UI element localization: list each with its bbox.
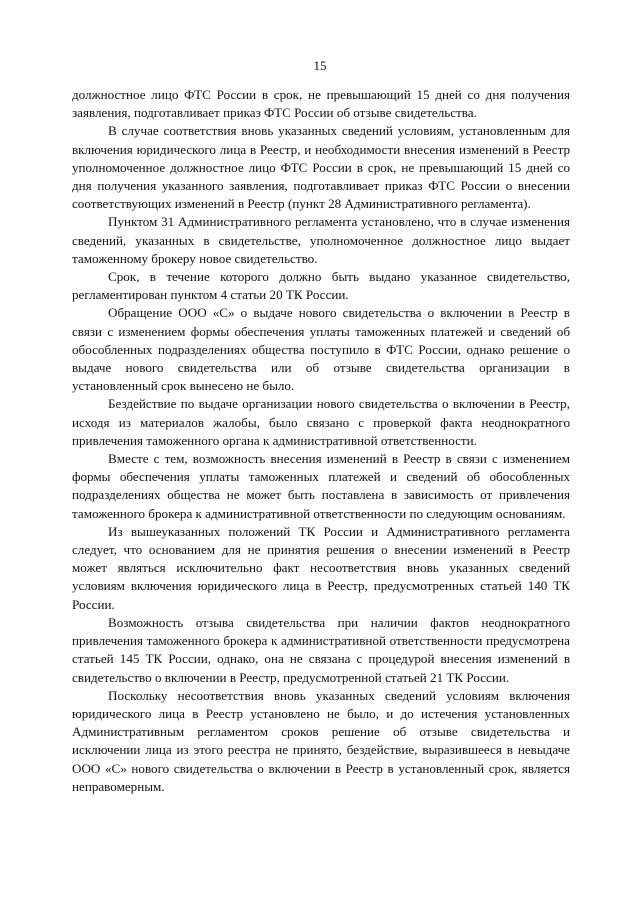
paragraph: Поскольку несоответствия вновь указанных сведений условиям включения юридического лица в Реестр установлено не было, и до истечения установленных Административным регламентом сроков решение об отзыве свидетельства и исключении лица из этого реестра не принято, бездействие, выразившееся в невыдаче ООО «С» нового свидетельства о включении в Реестр в установленный срок, является неправомерным. <box>72 687 570 794</box>
paragraph: Вместе с тем, возможность внесения изменений в Реестр в связи с изменением формы обеспечения уплаты таможенных платежей и сведений об обособленных подразделениях общества не может быть поставлена в зависимость от привлечения таможенного брокера к административной ответственности по следующим основаниям. <box>72 451 570 521</box>
paragraph: Бездействие по выдаче организации нового свидетельства о включении в Реестр, исходя из материалов жалобы, было связано с проверкой факта неоднократного привлечения таможенного органа к административной ответственности. <box>72 396 570 448</box>
page-number: 15 <box>313 58 327 73</box>
paragraph: Срок, в течение которого должно быть выдано указанное свидетельство, регламентирован пунктом 4 статьи 20 ТК России. <box>72 269 570 303</box>
document-body <box>72 86 570 796</box>
paragraph: Обращение ООО «С» о выдаче нового свидетельства о включении в Реестр в связи с изменением формы обеспечения уплаты таможенных платежей и сведений об обособленных подразделениях общества поступило в ФТС России, однако решение о выдаче нового свидетельства или об отзыве свидетельства организации в установленный срок вынесено не было. <box>72 305 570 394</box>
paragraph: Из вышеуказанных положений ТК России и Административного регламента следует, что основанием для не принятия решения о внесении изменений в Реестр может являться исключительно факт несоответствия вновь указанных сведений условиям включения юридического лица в Реестр, предусмотренных статьей 140 ТК России. <box>72 523 570 612</box>
paragraph-continuation: должностное лицо ФТС России в срок, не превышающий 15 дней со дня получения заявления, подготавливает приказ ФТС России об отзыве свидетельства. <box>72 87 570 121</box>
paragraph: В случае соответствия вновь указанных сведений условиям, установленным для включения юридического лица в Реестр, и необходимости внесения изменений в Реестр уполномоченное должностное лицо ФТС России в срок, не превышающий 15 дней со дня получения указанного заявления, подготавливает приказ ФТС России о внесении соответствующих изменений в Реестр (пункт 28 Административного регламента). <box>72 123 570 212</box>
paragraph: Пунктом 31 Административного регламента установлено, что в случае изменения сведений, указанных в свидетельстве, уполномоченное должностное лицо выдает таможенному брокеру новое свидетельство. <box>72 214 570 266</box>
paragraph: Возможность отзыва свидетельства при наличии фактов неоднократного привлечения таможенного брокера к административной ответственности предусмотрена статьей 145 ТК России, однако, она не связана с процедурой внесения изменений в свидетельство о включении в Реестр, предусмотренной статьей 21 ТК России. <box>72 614 570 685</box>
